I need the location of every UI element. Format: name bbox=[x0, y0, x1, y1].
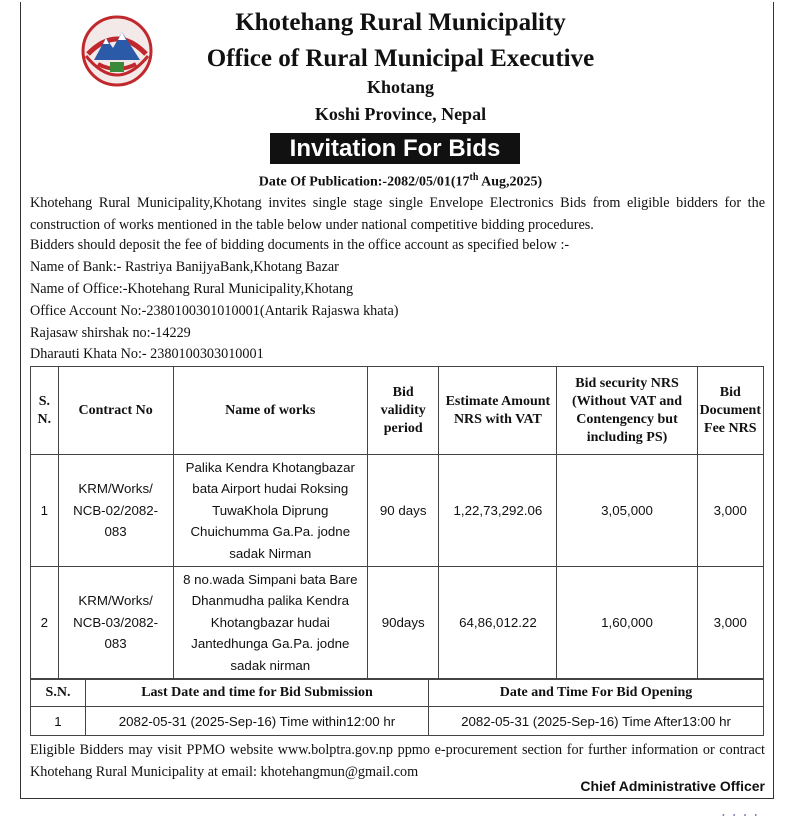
cell-bid-validity: 90 days bbox=[368, 455, 439, 567]
col-header-bid-submission: Last Date and time for Bid Submission bbox=[86, 680, 429, 707]
col-header-contract-no: Contract No bbox=[58, 367, 173, 455]
cell-bid-submission: 2082-05-31 (2025-Sep-16) Time within12:00 hr bbox=[86, 707, 429, 736]
cell-name-of-works: 8 no.wada Simpani bata Bare Dhanmudha palika Kendra Khotangbazar hudai Jantedhunga Ga.Pa. jodne sadak nirman bbox=[173, 567, 368, 679]
cell-bid-security: 3,05,000 bbox=[557, 455, 697, 567]
col-header-bid-security: Bid security NRS (Without VAT and Contengency but including PS) bbox=[557, 367, 697, 455]
cell-bid-validity: 90days bbox=[368, 567, 439, 679]
cell-bid-security: 1,60,000 bbox=[557, 567, 697, 679]
publication-date-suffix: Aug,2025) bbox=[478, 174, 543, 190]
col-header-bid-document-fee: Bid Document Fee NRS bbox=[697, 367, 763, 455]
col-header-estimate-amount: Estimate Amount NRS with VAT bbox=[439, 367, 557, 455]
decorative-dots: • • • • bbox=[722, 811, 761, 820]
table-row bbox=[31, 707, 764, 736]
rajasaw-shirshak-no: Rajasaw shirshak no:-14229 bbox=[30, 325, 191, 341]
works-table-header-row bbox=[31, 367, 764, 455]
notice-title: Invitation For Bids bbox=[270, 133, 520, 164]
district-name: Khotang bbox=[366, 77, 435, 97]
municipality-name: Khotehang Rural Municipality bbox=[235, 9, 566, 36]
cell-bid-document-fee: 3,000 bbox=[697, 455, 763, 567]
table-row bbox=[31, 567, 764, 679]
cell-estimate-amount: 64,86,012.22 bbox=[439, 567, 557, 679]
bank-name: Name of Bank:- Rastriya BanijyaBank,Khotang Bazar bbox=[30, 259, 339, 275]
col-header-name-of-works: Name of works bbox=[173, 367, 368, 455]
cell-bid-document-fee: 3,000 bbox=[697, 567, 763, 679]
publication-date bbox=[0, 172, 801, 191]
office-account-no: Office Account No:-2380100301010001(Antarik Rajaswa khata) bbox=[30, 303, 399, 319]
signature-title: Chief Administrative Officer bbox=[580, 778, 765, 794]
deposit-instruction: Bidders should deposit the fee of bidding documents in the office account as specified below :- bbox=[30, 237, 570, 253]
office-name: Office of Rural Municipal Executive bbox=[206, 45, 595, 72]
cell-contract-no: KRM/Works/ NCB-02/2082-083 bbox=[58, 455, 173, 567]
cell-estimate-amount: 1,22,73,292.06 bbox=[439, 455, 557, 567]
table-row bbox=[31, 455, 764, 567]
province-name: Koshi Province, Nepal bbox=[314, 104, 487, 124]
cell-name-of-works: Palika Kendra Khotangbazar bata Airport hudai Roksing TuwaKhola Diprung Chuichumma Ga.Pa. jodne sadak Nirman bbox=[173, 455, 368, 567]
dates-table-header-row bbox=[31, 680, 764, 707]
intro-paragraph: Khotehang Rural Municipality,Khotang invites single stage single Envelope Electronics Bids from eligible bidders for the construction of works mentioned in the table below under national competitive bidding procedures. bbox=[30, 195, 765, 233]
cell-sn: 1 bbox=[31, 455, 59, 567]
col-header-bid-validity: Bid validity period bbox=[368, 367, 439, 455]
dates-table bbox=[30, 679, 764, 736]
cell-sn: 2 bbox=[31, 567, 59, 679]
cell-bid-opening: 2082-05-31 (2025-Sep-16) Time After13:00 hr bbox=[429, 707, 764, 736]
col-header-sn: S.N. bbox=[31, 680, 86, 707]
col-header-sn: S. N. bbox=[31, 367, 59, 455]
publication-date-prefix: Date Of Publication:-2082/05/01(17 bbox=[258, 174, 470, 190]
office-name-line: Name of Office:-Khotehang Rural Municipality,Khotang bbox=[30, 281, 354, 297]
works-table bbox=[30, 366, 764, 679]
cell-contract-no: KRM/Works/ NCB-03/2082-083 bbox=[58, 567, 173, 679]
footer-paragraph: Eligible Bidders may visit PPMO website www.bolptra.gov.np ppmo e-procurement section for further information or contract Khotehang Rural Municipality at email: khotehangmun@gmail.com bbox=[30, 742, 765, 780]
col-header-bid-opening: Date and Time For Bid Opening bbox=[429, 680, 764, 707]
dharauti-khata-no: Dharauti Khata No:- 2380100303010001 bbox=[30, 346, 264, 362]
cell-sn: 1 bbox=[31, 707, 86, 736]
publication-date-sup: th bbox=[469, 172, 479, 183]
